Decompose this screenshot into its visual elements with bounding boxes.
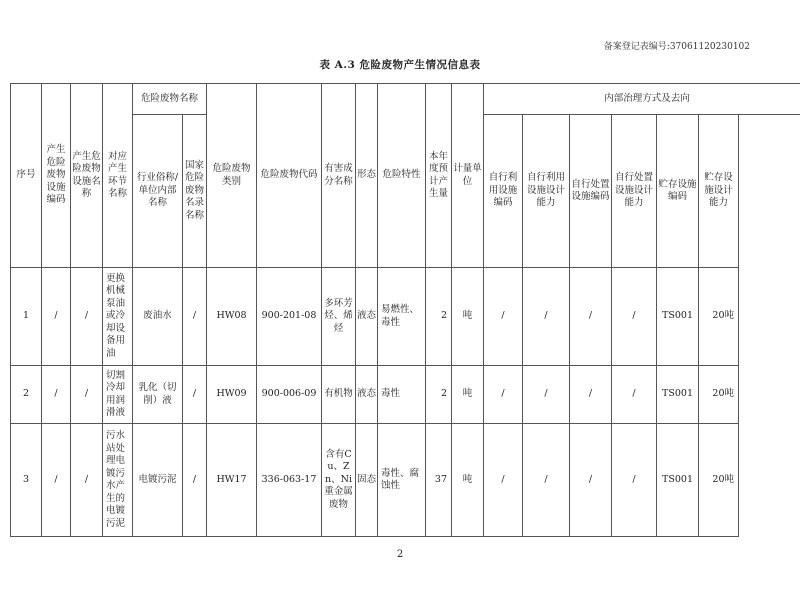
row1-facility-code: / [42, 268, 71, 366]
record-number: 备案登记表编号:37061120230102 [603, 42, 750, 52]
header-self-use-capacity: 自行利用设施设计能力 [523, 115, 570, 268]
row3-storage-code: TS001 [657, 424, 699, 537]
header-self-use-code: 自行利用设施编码 [484, 115, 523, 268]
row3-annual-amount: 37 [426, 424, 452, 537]
row3-self-use-code: / [484, 424, 523, 537]
row2-self-dispose-code: / [570, 366, 612, 424]
hazardous-waste-table [10, 83, 800, 537]
row1-seq: 1 [11, 268, 42, 366]
header-storage-code: 贮存设施编码 [657, 115, 699, 268]
row3-property: 毒性、腐蚀性 [378, 424, 426, 537]
row1-harmful-components: 多环芳烃、烯烃 [322, 268, 356, 366]
row2-self-use-capacity: / [523, 366, 570, 424]
row2-form: 液态 [356, 366, 378, 424]
row3-self-dispose-capacity: / [612, 424, 657, 537]
row1-common-name: 废油水 [133, 268, 183, 366]
row3-form: 固态 [356, 424, 378, 537]
row2-self-dispose-capacity: / [612, 366, 657, 424]
row3-seq: 3 [11, 424, 42, 537]
header-harmful-components: 有害成分名称 [322, 84, 356, 268]
row1-storage-code: TS001 [657, 268, 699, 366]
row3-process: 污水站处理电镀污水产生的电镀污泥 [103, 424, 133, 537]
row2-property: 毒性 [378, 366, 426, 424]
header-self-dispose-code: 自行处置设施编码 [570, 115, 612, 268]
header-self-dispose-capacity: 自行处置设施设计能力 [612, 115, 657, 268]
header-property: 危险特性 [378, 84, 426, 268]
table-title: 表 A.3 危险废物产生情况信息表 [319, 59, 481, 71]
row2-annual-amount: 2 [426, 366, 452, 424]
row3-common-name: 电镀污泥 [133, 424, 183, 537]
row1-self-dispose-capacity: / [612, 268, 657, 366]
row3-self-use-capacity: / [523, 424, 570, 537]
row1-category: HW08 [207, 268, 257, 366]
row1-national-name: / [183, 268, 207, 366]
row2-facility-code: / [42, 366, 71, 424]
row1-self-dispose-code: / [570, 268, 612, 366]
header-internal-treatment: 内部治理方式及去向 [484, 84, 800, 115]
header-unit: 计量单位 [452, 84, 484, 268]
row1-process: 更换机械泵油或冷却设备用油 [103, 268, 133, 366]
header-seq: 序号 [11, 84, 42, 268]
row2-category: HW09 [207, 366, 257, 424]
row2-common-name: 乳化（切削）液 [133, 366, 183, 424]
header-code: 危险废物代码 [257, 84, 322, 268]
header-common-name: 行业俗称/单位内部名称 [133, 115, 183, 268]
row2-code: 900-006-09 [257, 366, 322, 424]
row3-category: HW17 [207, 424, 257, 537]
header-process: 对应产生环节名称 [103, 84, 133, 268]
header-facility-code: 产生危险废物设施编码 [42, 84, 71, 268]
row1-facility-name: / [71, 268, 103, 366]
row1-self-use-capacity: / [523, 268, 570, 366]
row3-storage-capacity: 20吨 [699, 424, 739, 537]
row2-seq: 2 [11, 366, 42, 424]
row3-code: 336-063-17 [257, 424, 322, 537]
header-facility-name: 产生危险废物设施名称 [71, 84, 103, 268]
row2-harmful-components: 有机物 [322, 366, 356, 424]
row3-harmful-components: 含有Cu、Zn、Ni重金属废物 [322, 424, 356, 537]
row2-self-use-code: / [484, 366, 523, 424]
row3-unit: 吨 [452, 424, 484, 537]
row2-unit: 吨 [452, 366, 484, 424]
row3-facility-name: / [71, 424, 103, 537]
row1-code: 900-201-08 [257, 268, 322, 366]
row3-national-name: / [183, 424, 207, 537]
row1-storage-capacity: 20吨 [699, 268, 739, 366]
row1-self-use-code: / [484, 268, 523, 366]
row1-annual-amount: 2 [426, 268, 452, 366]
header-waste-name: 危险废物名称 [133, 84, 207, 115]
header-storage-capacity: 贮存设施设计能力 [699, 115, 739, 268]
header-form: 形态 [356, 84, 378, 268]
row3-self-dispose-code: / [570, 424, 612, 537]
row2-storage-capacity: 20吨 [699, 366, 739, 424]
row2-storage-code: TS001 [657, 366, 699, 424]
header-annual-amount: 本年度预计产生量 [426, 84, 452, 268]
page-number: 2 [396, 549, 404, 560]
row1-property: 易燃性、毒性 [378, 268, 426, 366]
row3-facility-code: / [42, 424, 71, 537]
row2-facility-name: / [71, 366, 103, 424]
row2-process: 切割冷却用润滑液 [103, 366, 133, 424]
row2-national-name: / [183, 366, 207, 424]
header-national-name: 国家危险废物名录名称 [183, 115, 207, 268]
header-category: 危险废物类别 [207, 84, 257, 268]
row1-unit: 吨 [452, 268, 484, 366]
row1-form: 液态 [356, 268, 378, 366]
